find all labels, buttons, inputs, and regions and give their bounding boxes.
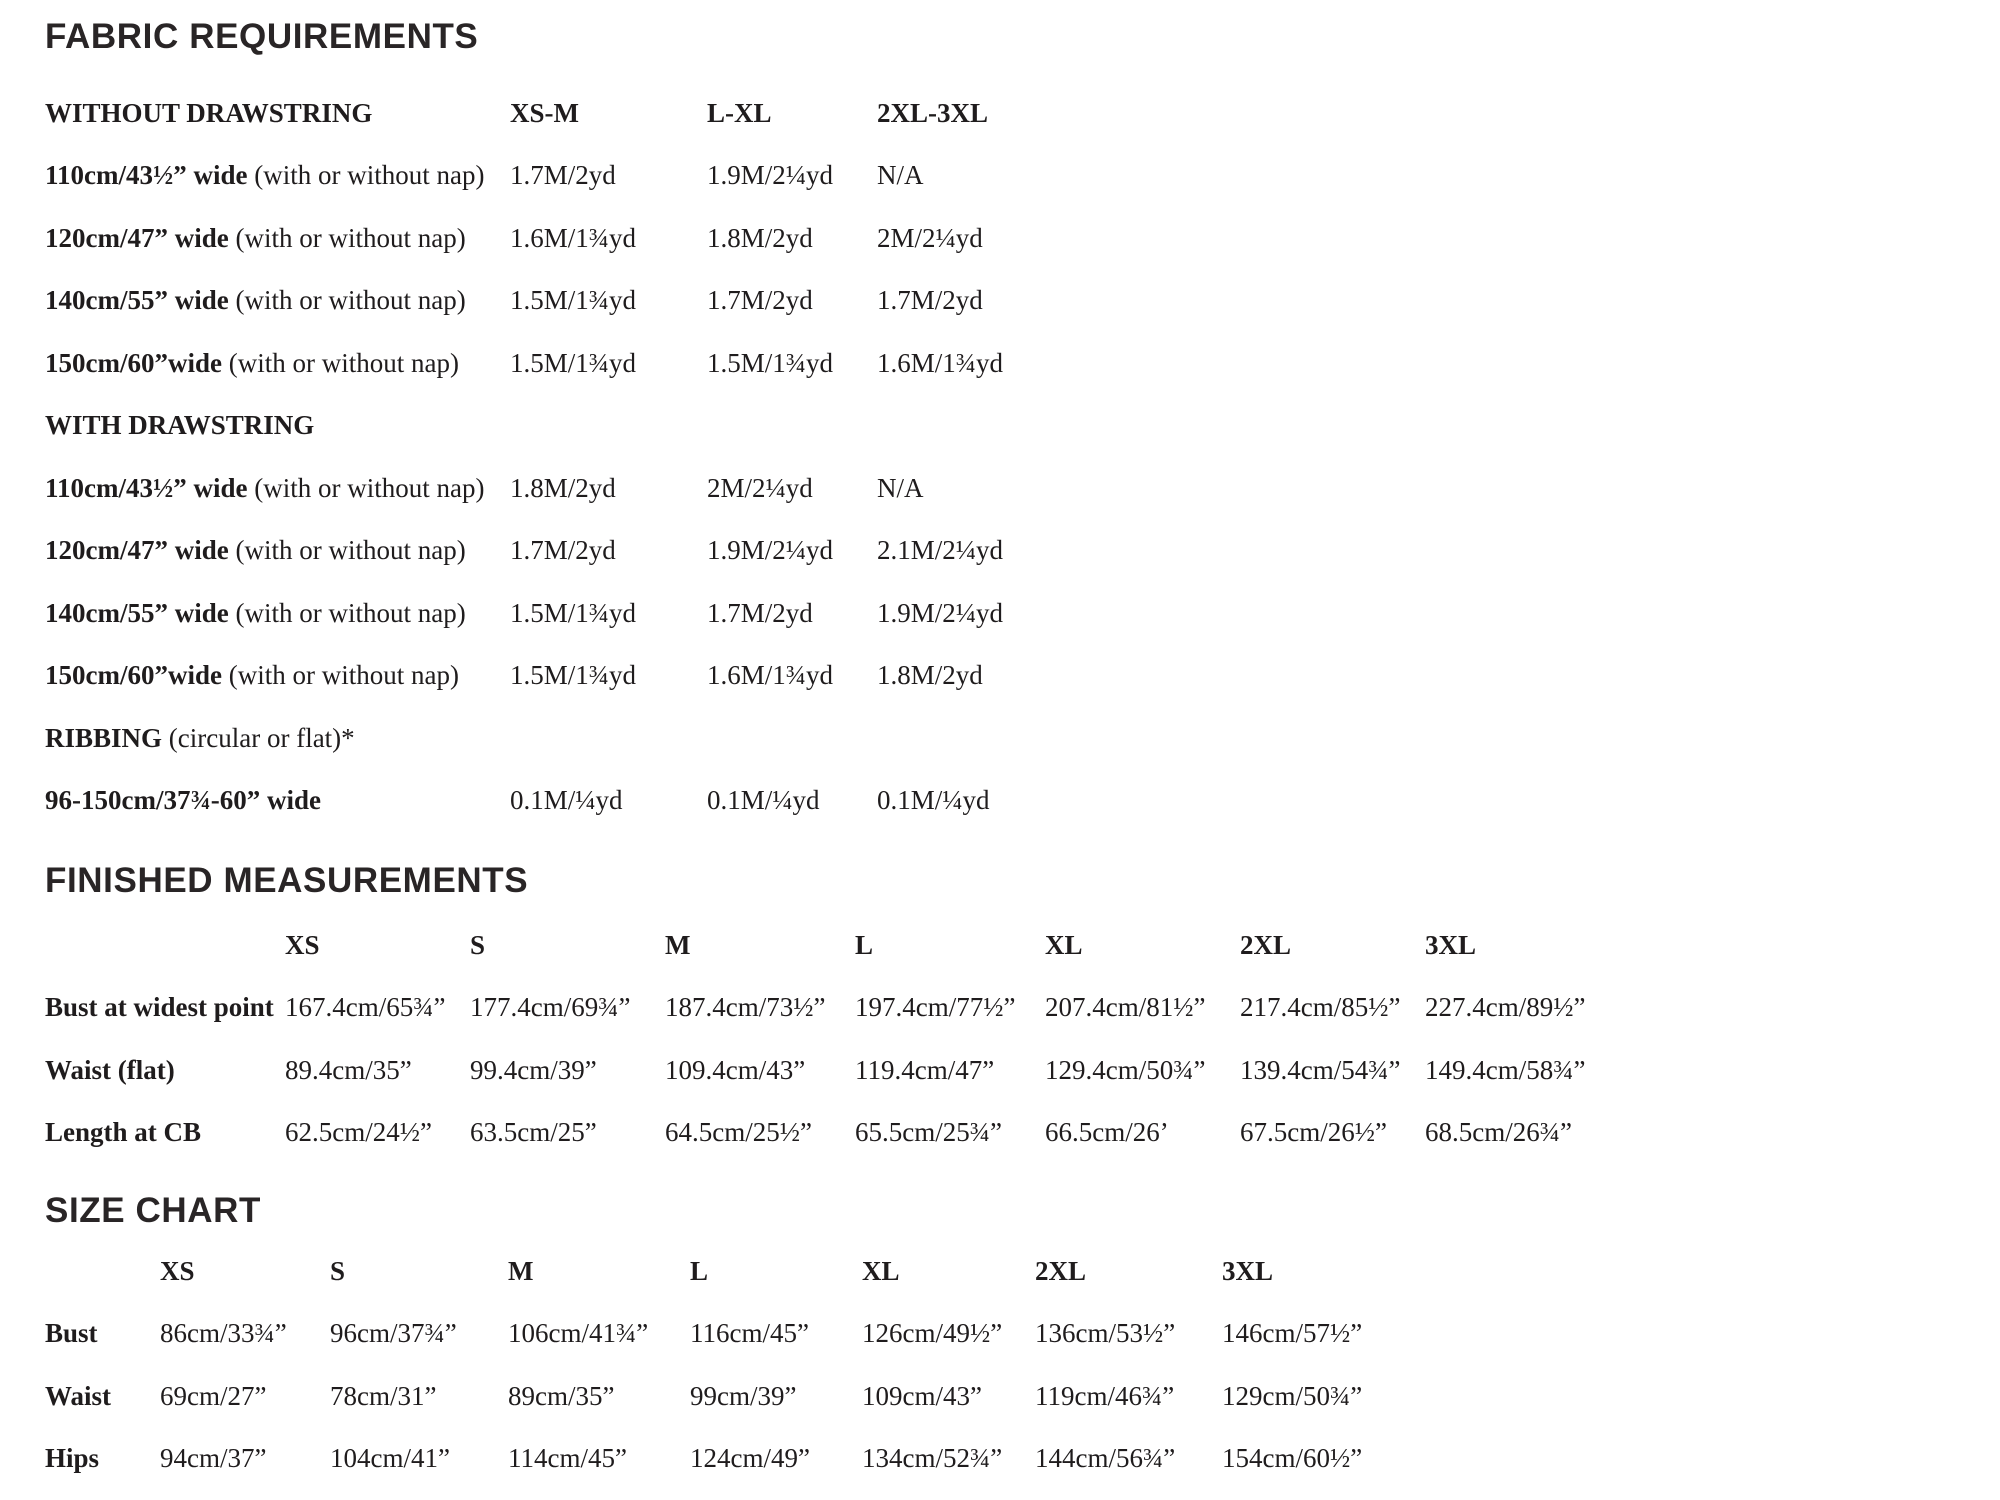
cell-value: 2M/2¼yd xyxy=(707,472,813,503)
row-label-note: (with or without nap) xyxy=(221,347,459,378)
column-header: XL xyxy=(862,1255,900,1286)
cell-value: 89.4cm/35” xyxy=(285,1054,412,1085)
fabric-requirements-table xyxy=(45,82,2000,832)
data-row xyxy=(45,332,2000,395)
cell-value: 1.6M/1¾yd xyxy=(707,660,834,691)
cell-value: 1.7M/2yd xyxy=(510,160,616,191)
finished-measurements-section xyxy=(45,862,2000,1164)
column-header: M xyxy=(665,929,691,960)
cell-value: 154cm/60½” xyxy=(1222,1443,1363,1474)
cell-value: 99cm/39” xyxy=(690,1380,797,1411)
row-label-strong: 96-150cm/37¾-60” wide xyxy=(45,785,321,816)
column-header: L xyxy=(855,929,874,960)
finished-measurements-table xyxy=(45,914,2000,1164)
column-header: 2XL-3XL xyxy=(877,97,989,128)
row-label-strong: 140cm/55” wide xyxy=(45,285,229,316)
data-row xyxy=(45,770,2000,833)
row-label: Bust at widest point xyxy=(45,992,274,1023)
cell-value: 1.7M/2yd xyxy=(510,535,616,566)
cell-value: 1.6M/1¾yd xyxy=(877,347,1004,378)
row-label-strong: 140cm/55” wide xyxy=(45,597,229,628)
column-header-row xyxy=(45,1240,2000,1303)
cell-value: 65.5cm/25¾” xyxy=(855,1117,1002,1148)
column-header: XS-M xyxy=(510,97,579,128)
cell-value: N/A xyxy=(877,160,924,191)
cell-value: 99.4cm/39” xyxy=(470,1054,597,1085)
cell-value: 1.7M/2yd xyxy=(707,285,813,316)
cell-value: 1.5M/1¾yd xyxy=(510,347,637,378)
cell-value: 139.4cm/54¾” xyxy=(1240,1054,1401,1085)
data-row xyxy=(45,145,2000,208)
cell-value: 64.5cm/25½” xyxy=(665,1117,812,1148)
cell-value: 116cm/45” xyxy=(690,1318,809,1349)
row-label xyxy=(45,473,510,504)
cell-value: 86cm/33¾” xyxy=(160,1318,287,1349)
group-header-row xyxy=(45,707,2000,770)
data-row xyxy=(45,977,2000,1040)
row-label xyxy=(45,535,510,566)
cell-value: 114cm/45” xyxy=(508,1443,627,1474)
row-label-strong: 150cm/60”wide xyxy=(45,347,222,378)
cell-value: 197.4cm/77½” xyxy=(855,992,1016,1023)
cell-value: 109.4cm/43” xyxy=(665,1054,806,1085)
row-label-strong: 120cm/47” wide xyxy=(45,222,229,253)
column-header: 2XL xyxy=(1240,929,1292,960)
cell-value: 69cm/27” xyxy=(160,1380,267,1411)
cell-value: 106cm/41¾” xyxy=(508,1318,649,1349)
cell-value: 134cm/52¾” xyxy=(862,1443,1003,1474)
row-label xyxy=(45,160,510,191)
row-label-strong: 150cm/60”wide xyxy=(45,660,222,691)
row-label: Length at CB xyxy=(45,1117,202,1148)
fabric-requirements-title: FABRIC REQUIREMENTS xyxy=(45,17,479,56)
data-row xyxy=(45,457,2000,520)
column-header: S xyxy=(330,1255,346,1286)
column-header: 3XL xyxy=(1222,1255,1274,1286)
cell-value: 0.1M/¼yd xyxy=(877,785,990,816)
cell-value: 1.8M/2yd xyxy=(707,222,813,253)
cell-value: 1.5M/1¾yd xyxy=(510,660,637,691)
size-chart-section xyxy=(45,1192,2000,1490)
group-header-row xyxy=(45,82,2000,145)
cell-value: 2.1M/2¼yd xyxy=(877,535,1004,566)
cell-value: 126cm/49½” xyxy=(862,1318,1003,1349)
column-header: 2XL xyxy=(1035,1255,1087,1286)
cell-value: 217.4cm/85½” xyxy=(1240,992,1401,1023)
row-label-note: (with or without nap) xyxy=(247,472,485,503)
cell-value: 119cm/46¾” xyxy=(1035,1380,1175,1411)
group-header-note: (circular or flat)* xyxy=(162,722,355,753)
row-label-strong: 110cm/43½” wide xyxy=(45,472,248,503)
group-header-strong: RIBBING xyxy=(45,722,163,753)
column-header: XS xyxy=(285,929,320,960)
column-header: XS xyxy=(160,1255,195,1286)
column-header: M xyxy=(508,1255,534,1286)
group-header xyxy=(45,410,510,441)
data-row xyxy=(45,1428,2000,1491)
cell-value: 1.9M/2¼yd xyxy=(877,597,1004,628)
cell-value: 1.9M/2¼yd xyxy=(707,160,834,191)
row-label-note: (with or without nap) xyxy=(221,660,459,691)
group-header xyxy=(45,98,510,129)
column-header: XL xyxy=(1045,929,1083,960)
row-label: Waist (flat) xyxy=(45,1054,175,1085)
data-row xyxy=(45,582,2000,645)
cell-value: 66.5cm/26’ xyxy=(1045,1117,1169,1148)
group-header-row xyxy=(45,395,2000,458)
column-header: L xyxy=(690,1255,709,1286)
size-chart-title: SIZE CHART xyxy=(45,1191,261,1230)
cell-value: N/A xyxy=(877,472,924,503)
cell-value: 1.6M/1¾yd xyxy=(510,222,637,253)
row-label-note: (with or without nap) xyxy=(228,535,466,566)
cell-value: 1.7M/2yd xyxy=(707,597,813,628)
size-chart-table xyxy=(45,1240,2000,1490)
column-header: S xyxy=(470,929,486,960)
data-row xyxy=(45,1102,2000,1165)
cell-value: 96cm/37¾” xyxy=(330,1318,457,1349)
row-label: Hips xyxy=(45,1443,100,1474)
column-header: L-XL xyxy=(707,97,772,128)
cell-value: 2M/2¼yd xyxy=(877,222,983,253)
cell-value: 62.5cm/24½” xyxy=(285,1117,432,1148)
data-row xyxy=(45,270,2000,333)
cell-value: 119.4cm/47” xyxy=(855,1054,995,1085)
cell-value: 124cm/49” xyxy=(690,1443,810,1474)
cell-value: 67.5cm/26½” xyxy=(1240,1117,1387,1148)
cell-value: 207.4cm/81½” xyxy=(1045,992,1206,1023)
row-label-strong: 110cm/43½” wide xyxy=(45,160,248,191)
cell-value: 68.5cm/26¾” xyxy=(1425,1117,1572,1148)
cell-value: 144cm/56¾” xyxy=(1035,1443,1176,1474)
row-label xyxy=(45,598,510,629)
data-row xyxy=(45,1039,2000,1102)
fabric-requirements-section xyxy=(45,18,2000,832)
cell-value: 78cm/31” xyxy=(330,1380,437,1411)
cell-value: 177.4cm/69¾” xyxy=(470,992,631,1023)
column-header-row xyxy=(45,914,2000,977)
group-header-strong: WITH DRAWSTRING xyxy=(45,410,315,441)
row-label xyxy=(45,285,510,316)
cell-value: 89cm/35” xyxy=(508,1380,615,1411)
cell-value: 1.9M/2¼yd xyxy=(707,535,834,566)
row-label xyxy=(45,660,510,691)
cell-value: 227.4cm/89½” xyxy=(1425,992,1586,1023)
cell-value: 63.5cm/25” xyxy=(470,1117,597,1148)
cell-value: 1.7M/2yd xyxy=(877,285,983,316)
cell-value: 0.1M/¼yd xyxy=(510,785,623,816)
cell-value: 109cm/43” xyxy=(862,1380,982,1411)
cell-value: 187.4cm/73½” xyxy=(665,992,826,1023)
cell-value: 167.4cm/65¾” xyxy=(285,992,446,1023)
data-row xyxy=(45,207,2000,270)
cell-value: 1.5M/1¾yd xyxy=(510,285,637,316)
row-label-note: (with or without nap) xyxy=(228,285,466,316)
cell-value: 149.4cm/58¾” xyxy=(1425,1054,1586,1085)
cell-value: 0.1M/¼yd xyxy=(707,785,820,816)
cell-value: 94cm/37” xyxy=(160,1443,267,1474)
row-label-note: (with or without nap) xyxy=(247,160,485,191)
row-label xyxy=(45,785,510,816)
finished-measurements-title: FINISHED MEASUREMENTS xyxy=(45,861,529,900)
cell-value: 146cm/57½” xyxy=(1222,1318,1363,1349)
group-header xyxy=(45,723,510,754)
data-row xyxy=(45,1365,2000,1428)
cell-value: 129cm/50¾” xyxy=(1222,1380,1363,1411)
row-label-strong: 120cm/47” wide xyxy=(45,535,229,566)
row-label xyxy=(45,223,510,254)
cell-value: 1.5M/1¾yd xyxy=(707,347,834,378)
data-row xyxy=(45,520,2000,583)
row-label-note: (with or without nap) xyxy=(228,597,466,628)
cell-value: 104cm/41” xyxy=(330,1443,450,1474)
row-label-note: (with or without nap) xyxy=(228,222,466,253)
row-label: Bust xyxy=(45,1318,98,1349)
cell-value: 1.8M/2yd xyxy=(510,472,616,503)
group-header-strong: WITHOUT DRAWSTRING xyxy=(45,97,373,128)
column-header: 3XL xyxy=(1425,929,1477,960)
row-label: Waist xyxy=(45,1380,112,1411)
cell-value: 1.8M/2yd xyxy=(877,660,983,691)
data-row xyxy=(45,645,2000,708)
cell-value: 136cm/53½” xyxy=(1035,1318,1176,1349)
cell-value: 1.5M/1¾yd xyxy=(510,597,637,628)
row-label xyxy=(45,348,510,379)
data-row xyxy=(45,1303,2000,1366)
cell-value: 129.4cm/50¾” xyxy=(1045,1054,1206,1085)
